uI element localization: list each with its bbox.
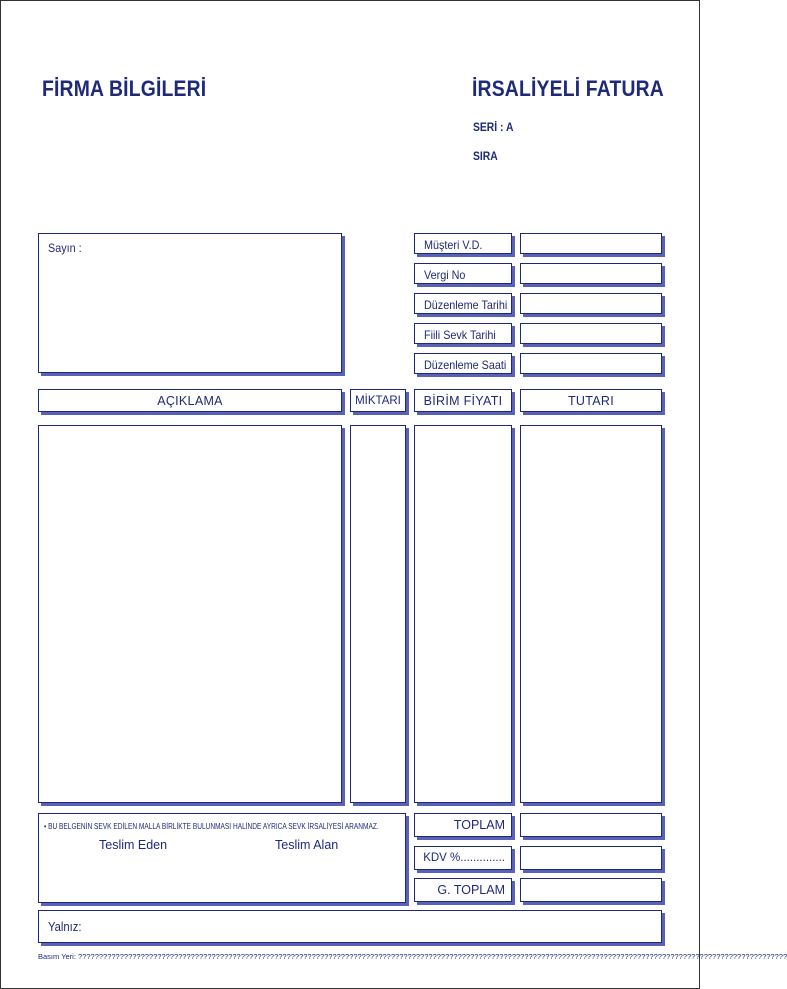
yalniz-box[interactable] — [38, 910, 662, 943]
kdv-value[interactable] — [520, 846, 662, 870]
genel-toplam-label: G. TOPLAM — [414, 878, 512, 902]
column-header-miktari: MİKTARI — [350, 389, 406, 412]
column-body-aciklama[interactable] — [38, 425, 342, 803]
info-label-text: Vergi No — [424, 268, 466, 282]
column-body-miktari[interactable] — [350, 425, 406, 803]
info-value-vergi-no[interactable] — [520, 263, 662, 284]
info-label-text: Müşteri V.D. — [424, 238, 483, 252]
company-info-title: FİRMA BİLGİLERİ — [42, 76, 207, 101]
info-label-duzenleme-tarihi — [414, 293, 512, 314]
info-value-duzenleme-tarihi[interactable] — [520, 293, 662, 314]
toplam-label: TOPLAM — [414, 813, 512, 837]
teslim-alan-label: Teslim Alan — [275, 838, 339, 852]
column-body-tutari[interactable] — [520, 425, 662, 803]
info-value-musteri-vd[interactable] — [520, 233, 662, 254]
delivery-notice-box — [38, 813, 406, 903]
column-header-birim-fiyati: BİRİM FİYATI — [414, 389, 512, 412]
column-header-aciklama: AÇIKLAMA — [38, 389, 342, 412]
info-label-text: Düzenleme Tarihi — [424, 298, 508, 312]
info-label-text: Fiili Sevk Tarihi — [424, 328, 496, 342]
toplam-value[interactable] — [520, 813, 662, 837]
info-label-fiili-sevk-tarihi — [414, 323, 512, 344]
customer-box[interactable] — [38, 233, 342, 373]
basim-yeri-footer: Basım Yeri: ?????????????????????????????????????????????????????????????????????????????????????????????????????????????????????????????????????????????????????????????????????????? — [38, 952, 787, 961]
info-label-musteri-vd — [414, 233, 512, 254]
customer-label: Sayın : — [48, 241, 82, 255]
info-value-duzenleme-saati[interactable] — [520, 353, 662, 374]
kdv-label: KDV %.............. — [414, 846, 512, 870]
document-title: İRSALİYELİ FATURA — [472, 76, 664, 101]
info-label-vergi-no — [414, 263, 512, 284]
sira-label: SIRA — [473, 151, 498, 163]
info-value-fiili-sevk-tarihi[interactable] — [520, 323, 662, 344]
teslim-eden-label: Teslim Eden — [99, 838, 168, 852]
info-label-duzenleme-saati — [414, 353, 512, 374]
column-body-birim-fiyati[interactable] — [414, 425, 512, 803]
notice-text: • BU BELGENİN SEVK EDİLEN MALLA BİRLİKTE BULUNMASI HALİNDE AYRICA SEVK İRSALİYESİ ARANMAZ. — [44, 822, 379, 831]
yalniz-label: Yalnız: — [48, 920, 82, 934]
info-label-text: Düzenleme Saati — [424, 358, 507, 372]
column-header-tutari: TUTARI — [520, 389, 662, 412]
genel-toplam-value[interactable] — [520, 878, 662, 902]
seri-label: SERİ : A — [473, 122, 514, 134]
